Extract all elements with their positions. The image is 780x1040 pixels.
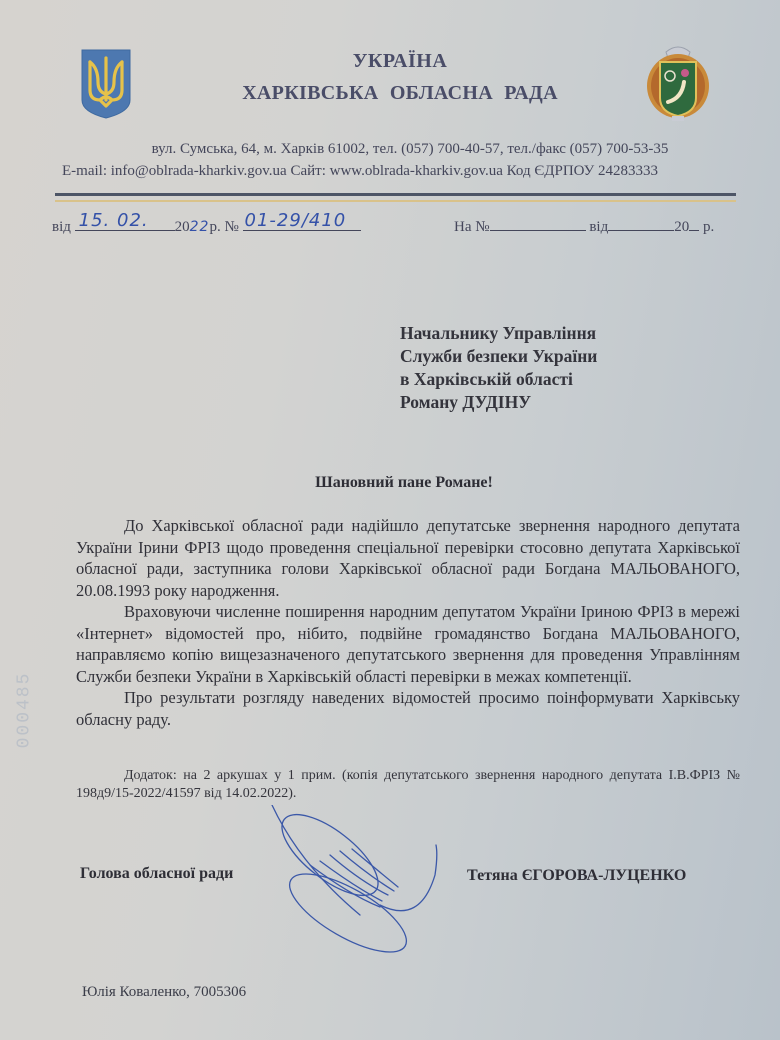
signatory-name: Тетяна ЄГОРОВА-ЛУЦЕНКО bbox=[467, 867, 687, 884]
year-prefix: 20 bbox=[174, 219, 190, 235]
letterhead-contacts: E-mail: info@oblrada-kharkiv.gov.ua Сайт: www.oblrada-kharkiv.gov.ua Код ЄДРПОУ 24283333 bbox=[62, 163, 659, 179]
year-suffix: р. bbox=[209, 219, 221, 235]
annex-note bbox=[76, 767, 740, 803]
addressee-line: Начальнику Управління bbox=[400, 323, 597, 343]
addressee-line: в Харківській області bbox=[400, 369, 573, 389]
incoming-reference bbox=[454, 216, 714, 236]
letter-body bbox=[76, 515, 740, 730]
registration-stamp: 000485 bbox=[14, 671, 35, 749]
number-field bbox=[243, 210, 361, 231]
date-field bbox=[75, 210, 175, 231]
letterhead-country: УКРАЇНА bbox=[352, 50, 448, 72]
reply-from-label: від bbox=[589, 219, 609, 235]
reply-year-blank bbox=[689, 216, 699, 231]
addressee-line: Служби безпеки України bbox=[400, 346, 598, 366]
letterhead-rule-dark bbox=[55, 193, 736, 196]
body-paragraph: Враховуючи численне поширення народним депутатом України Іриною ФРІЗ в мережі «Інтернет» відомостей про, нібито, подвійне громадянство Богдана МАЛЬОВАНОГО, направляємо копію вищезазначеного депутатського звернення для проведення Управлінням Служби безпеки України в Харківській області перевірки в межах компетенції. bbox=[76, 602, 740, 686]
letterhead-address: вул. Сумська, 64, м. Харків 61002, тел. (057) 700-40-57, тел./факс (057) 700-53-35 bbox=[151, 141, 669, 157]
body-paragraph: Про результати розгляду наведених відомостей просимо поінформувати Харківську обласну раду. bbox=[76, 688, 740, 729]
handwritten-signature-icon bbox=[270, 805, 470, 965]
salutation: Шановний пане Романе! bbox=[315, 474, 493, 491]
number-label: № bbox=[224, 219, 239, 235]
reply-year-suffix: р. bbox=[702, 219, 715, 235]
kharkiv-oblast-coat-of-arms-icon bbox=[644, 42, 712, 122]
annex-text: Додаток: на 2 аркушах у 1 прим. (копія депутатського звернення народного депутата І.В.ФРІЗ № 198д9/15-2022/41597 від 14.02.2022). bbox=[76, 768, 740, 801]
addressee-block bbox=[400, 322, 597, 414]
signatory-title: Голова обласної ради bbox=[80, 865, 234, 882]
letterhead-organization: ХАРКІВСЬКА ОБЛАСНА РАДА bbox=[242, 82, 558, 104]
body-paragraph: До Харківської обласної ради надійшло депутатське звернення народного депутата України Ірини ФРІЗ щодо проведення спеціальної перевірки стосовно депутата Харківської обласної ради, заступника голови Харківської обласної ради Богдана МАЛЬОВАНОГО, 20.08.1993 року народження. bbox=[76, 516, 740, 600]
addressee-line: Роману ДУДІНУ bbox=[400, 392, 532, 412]
reply-date-blank bbox=[608, 216, 674, 231]
handwritten-date: 15. 02. bbox=[78, 210, 149, 231]
reply-year: 20 bbox=[674, 219, 690, 235]
from-label: від bbox=[52, 219, 71, 235]
letterhead-rule-gold bbox=[55, 200, 736, 202]
outgoing-reference bbox=[52, 210, 361, 236]
reply-number-blank bbox=[490, 216, 586, 231]
handwritten-number: 01-29/410 bbox=[244, 210, 347, 231]
reply-to-label: На № bbox=[454, 219, 490, 235]
executor-contact: Юлія Коваленко, 7005306 bbox=[82, 984, 247, 1000]
handwritten-year: 22 bbox=[189, 219, 210, 235]
